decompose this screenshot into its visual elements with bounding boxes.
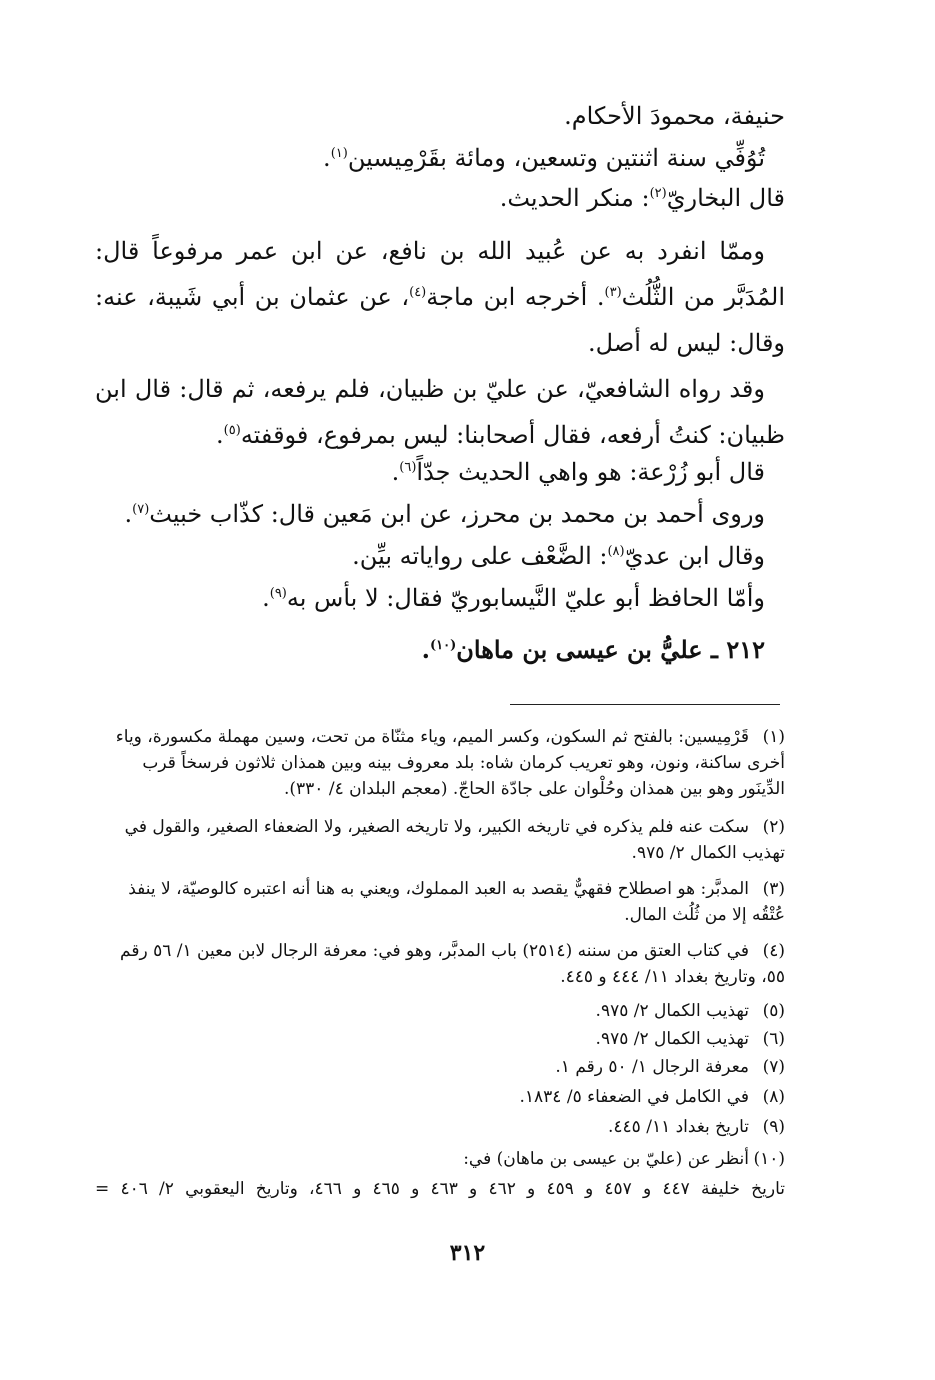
line-text: . xyxy=(391,458,400,486)
footnote-number: (٨) xyxy=(762,1087,785,1107)
footnote-text: تهذيب الكمال ٢/ ٩٧٥. xyxy=(595,1001,749,1021)
line-text: . xyxy=(124,500,133,528)
line-text: . xyxy=(262,584,270,612)
footnote-text: قَرْمِيسين: بالفتح ثم السكون، وكسر الميم، وياء مثنّاة من تحت، وسين مهملة مكسورة، وياء أخرى ساكنة، ونون، وهو تعريب كرمان شاه: بلد معروف بينه وبين همذان ثلاثون فرسخاً قرب الدِّينَور وهو بين همذان وحُلْوان على جادّة الحاجّ. (معجم البلدان ٤/ ٣٣٠). xyxy=(115,727,785,799)
line-text: وأمّا الحافظ أبو عليّ النَّيسابوريّ فقال: لا بأس به xyxy=(286,584,765,612)
footnote-number: (٦) xyxy=(762,1029,785,1049)
line-text: تُوُفِّي سنة اثنتين وتسعين، ومائة بقَرْمِيسين xyxy=(347,144,765,172)
paragraph-2 xyxy=(95,366,785,458)
footnote-text: في الكامل في الضعفاء ٥/ ١٨٣٤. xyxy=(519,1087,749,1107)
line-text: . xyxy=(323,144,331,172)
heading-text: . xyxy=(421,635,430,664)
text-line-7 xyxy=(95,578,785,618)
footnote-7 xyxy=(95,1054,785,1080)
footnote-number: (٧) xyxy=(762,1057,785,1077)
footnote-10 xyxy=(95,1146,785,1172)
footnote-6 xyxy=(95,1026,785,1052)
footnote-text: تاريخ خليفة ٤٤٧ و ٤٥٧ و ٤٥٩ و ٤٦٢ و ٤٦٣ و ٤٦٥ و ٤٦٦، وتاريخ اليعقوبي ٢/ ٤٠٦ = xyxy=(95,1179,785,1199)
footnote-number: (٤) xyxy=(762,941,785,961)
footnote-ref: (٦) xyxy=(399,460,417,475)
footnote-ref: (٨) xyxy=(607,544,625,559)
footnote-ref: (٧) xyxy=(132,502,150,517)
line-text: : منكر الحديث. xyxy=(499,184,650,212)
footnote-9 xyxy=(95,1114,785,1140)
footnote-ref: (١٠) xyxy=(429,638,457,653)
footnote-4 xyxy=(95,938,785,990)
footnote-5 xyxy=(95,998,785,1024)
footnote-number: (١) xyxy=(762,727,785,747)
paragraph-1 xyxy=(95,228,785,366)
footnote-8 xyxy=(95,1084,785,1110)
line-text: قال أبو زُرْعة: هو واهي الحديث جدّاً xyxy=(416,458,765,486)
text-line-1 xyxy=(95,96,785,136)
footnote-ref: (٣) xyxy=(604,285,622,300)
text-line-6 xyxy=(95,536,785,576)
footnote-number: (١٠) xyxy=(753,1149,785,1169)
footnote-separator xyxy=(510,704,780,705)
para-text: . أخرجه ابن ماجة xyxy=(426,283,605,311)
footnote-ref: (٢) xyxy=(649,186,667,201)
footnote-text: سكت عنه فلم يذكره في تاريخه الكبير، ولا تاريخه الصغير، ولا الضعفاء الصغير، والقول في تهذيب الكمال ٢/ ٩٧٥. xyxy=(124,817,785,863)
footnote-text: معرفة الرجال ١/ ٥٠ رقم ١. xyxy=(555,1057,749,1077)
footnote-1 xyxy=(95,724,785,802)
heading-text: ٢١٢ ـ عليُّ بن عيسى بن ماهان xyxy=(456,635,765,664)
footnote-text: المدبَّر: هو اصطلاح فقهيٌّ يقصد به العبد المملوك، ويعني به هنا أنه اعتبره كالوصيّة، لا ينفذ عُتْقُه إلا من ثُلُث المال. xyxy=(128,879,785,925)
text-line-5 xyxy=(95,494,785,534)
footnote-text: في كتاب العتق من سننه (٢٥١٤) باب المدبَّر، وهو في: معرفة الرجال لابن معين ١/ ٥٦ رقم ٥٥، وتاريخ بغداد ١١/ ٤٤٤ و ٤٤٥. xyxy=(120,941,785,987)
para-text: . xyxy=(216,421,224,449)
footnote-text: أنظر عن (عليّ بن عيسى بن ماهان) في: xyxy=(463,1149,749,1169)
page-number: ٣١٢ xyxy=(449,1240,486,1266)
footnote-text: تهذيب الكمال ٢/ ٩٧٥. xyxy=(595,1029,749,1049)
text-line-3 xyxy=(95,178,785,218)
entry-heading xyxy=(95,630,785,670)
footnote-3 xyxy=(95,876,785,928)
footnote-ref: (٤) xyxy=(409,285,427,300)
para-text: وقد رواه الشافعيّ، عن عليّ بن ظبيان، فلم يرفعه، ثم قال: قال ابن ظبيان: كنتُ أرفعه، فقال أصحابنا: ليس بمرفوع، فوقفته xyxy=(95,375,785,449)
line-text: حنيفة، محمودَ الأحكام. xyxy=(564,102,785,130)
text-line-2 xyxy=(95,138,785,178)
footnote-ref: (٩) xyxy=(269,586,287,601)
line-text: وقال ابن عديّ xyxy=(624,542,765,570)
footnote-ref: (١) xyxy=(330,146,348,161)
footnote-number: (٩) xyxy=(762,1117,785,1137)
line-text: قال البخاريّ xyxy=(666,184,785,212)
footnote-continuation xyxy=(95,1176,785,1202)
footnote-text: تاريخ بغداد ١١/ ٤٤٥. xyxy=(607,1117,749,1137)
footnote-2 xyxy=(95,814,785,866)
text-line-4 xyxy=(95,452,785,492)
footnote-ref: (٥) xyxy=(223,423,241,438)
para-text: ، عن عثمان بن أبي شَيبة، عنه: وقال: ليس له أصل. xyxy=(95,283,785,357)
footnote-number: (٣) xyxy=(762,879,785,899)
line-text: : الضَّعْف على رواياته بيِّن. xyxy=(352,542,608,570)
para-text: وممّا انفرد به عن عُبيد الله بن نافع، عن ابن عمر مرفوعاً قال: المُدَبَّر من الثُّلُث xyxy=(95,237,785,311)
footnote-number: (٥) xyxy=(762,1001,785,1021)
line-text: وروى أحمد بن محمد بن محرز، عن ابن مَعين قال: كذّاب خبيث xyxy=(149,500,765,528)
footnote-number: (٢) xyxy=(762,817,785,837)
